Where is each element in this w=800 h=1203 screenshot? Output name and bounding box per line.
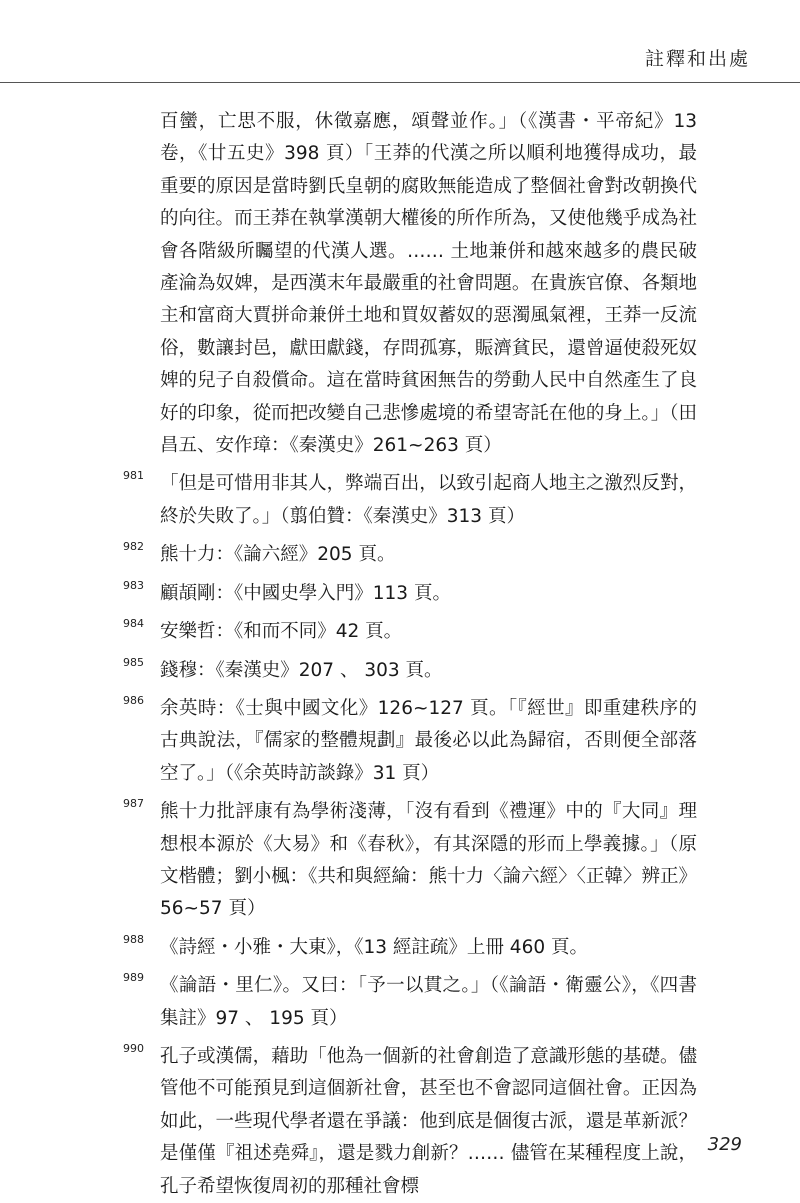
note-988 — [123, 932, 697, 964]
note-text: 錢穆：《秦漢史》207 、 303 頁。 — [160, 659, 443, 681]
note-984 — [123, 616, 697, 648]
note-text: 孔子或漢儒，藉助「他為一個新的社會創造了意識形態的基礎。儘管他不可能預見到這個新社會，甚至也不會認同這個社會。正因為如此，一些現代學者還在爭議：他到底是個復古派，還是革新派？是僅僅『祖述堯舜』，還是戮力創新？…… 儘管在某種程度上說，孔子希望恢復周初的那種社會標 — [160, 1045, 697, 1197]
note-number: 988 — [123, 932, 144, 946]
note-text: 「但是可惜用非其人，弊端百出，以致引起商人地主之激烈反對，終於失敗了。」（翦伯贊：《秦漢史》313 頁） — [160, 473, 697, 527]
note-number: 985 — [123, 655, 144, 669]
note-text: 余英時：《士與中國文化》126~127 頁。「『經世』即重建秩序的古典說法，『儒家的整體規劃』最後必以此為歸宿，否則便全部落空了。」（《余英時訪談錄》31 頁） — [160, 697, 697, 784]
note-text: 顧頡剛：《中國史學入門》113 頁。 — [160, 582, 451, 604]
note-987 — [123, 796, 697, 926]
note-986 — [123, 693, 697, 790]
note-text: 熊十力：《論六經》205 頁。 — [160, 544, 396, 566]
note-983 — [123, 578, 697, 610]
note-number: 983 — [123, 578, 144, 592]
note-985 — [123, 655, 697, 687]
note-text: 安樂哲：《和而不同》42 頁。 — [160, 621, 403, 643]
note-number: 987 — [123, 797, 144, 811]
note-text: 《論語・里仁》。又曰：「予一以貫之。」（《論語・衛靈公》，《四書集註》97 、 195 頁） — [160, 975, 697, 1029]
note-text: 熊十力批評康有為學術淺薄，「沒有看到《禮運》中的『大同』理想根本源於《大易》和《春秋》，有其深隱的形而上學義據。」（原文楷體；劉小楓：《共和與經綸：熊十力〈論六經〉〈正韓〉辨正》56~57 頁） — [160, 801, 697, 920]
note-982 — [123, 539, 697, 571]
note-number: 989 — [123, 971, 144, 985]
note-continuation: 百蠻，亡思不服，休徵嘉應，頌聲並作。」（《漢書・平帝紀》13 卷，《廿五史》398 頁）「王莽的代漢之所以順利地獲得成功，最重要的原因是當時劉氏皇朝的腐敗無能造成了整個社會對改朝換代的向往。而王莽在執掌漢朝大權後的所作所為，又使他幾乎成為社會各階級所矚望的代漢人選。…… 土地兼併和越來越多的農民破產淪為奴婢，是西漢末年最嚴重的社會問題。在貴族官僚、各類地主和富商大賈拼命兼併土地和買奴蓄奴的惡濁風氣裡，王莽一反流俗，數讓封邑，獻田獻錢，存問孤寡，賑濟貧民，還曾逼使殺死奴婢的兒子自殺償命。這在當時貧困無告的勞動人民中自然產生了良好的印象，從而把改變自己悲慘處境的希望寄託在他的身上。」（田昌五、安作璋：《秦漢史》261~263 頁） — [160, 111, 697, 457]
notes-body — [123, 106, 697, 1203]
note-number: 986 — [123, 693, 144, 707]
note-text: 《詩經・小雅・大東》，《13 經註疏》上冊 460 頁。 — [160, 936, 588, 958]
note-990 — [123, 1041, 697, 1203]
header-rule — [0, 82, 800, 83]
note-number: 982 — [123, 540, 144, 554]
running-header: 註釋和出處 — [644, 48, 750, 70]
note-number: 990 — [123, 1041, 144, 1055]
note-989 — [123, 970, 697, 1035]
note-981 — [123, 468, 697, 533]
note-number: 984 — [123, 617, 144, 631]
page-number: 329 — [707, 1134, 742, 1155]
note-number: 981 — [123, 469, 144, 483]
